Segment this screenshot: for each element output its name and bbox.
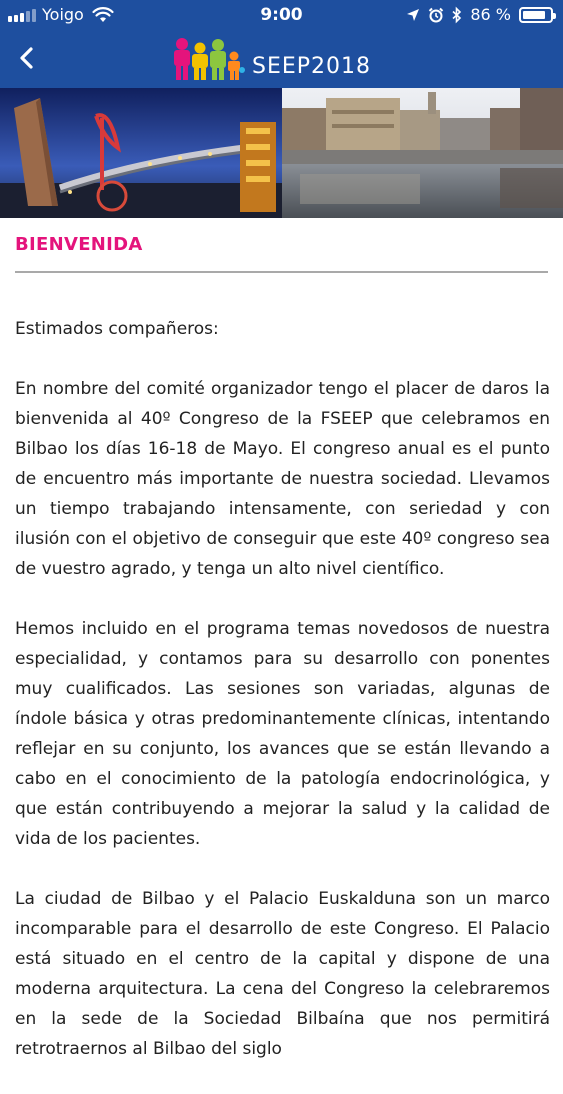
status-right [406,5,553,24]
battery-icon [519,7,553,23]
battery-percent: 86 % [470,5,511,24]
hero-banner [0,88,563,218]
status-bar [0,0,563,30]
chevron-left-icon[interactable] [12,42,42,74]
alarm-icon [428,7,444,23]
paragraph-program: Hemos incluido en el programa temas novedosos de nuestra especialidad, y contamos para su desarrollo con ponentes muy cualificados. Las sesiones son variadas, algunas de índole básica y otras predominantemente clínicas, intentando reflejar en su conjunto, los avances que se están llevando a cabo en el conocimiento de la patología endocrinológica, y que están contribuyendo a mejorar la salud y la calidad de vida de los pacientes. [15,619,550,849]
paragraph-intro: En nombre del comité organizador tengo el placer de daros la bienvenida al 40º Congreso de la FSEEP que celebramos en Bilbao los días 16-18 de Mayo. El congreso anual es el punto de encuentro más importante de nuestra sociedad. Llevamos un tiempo trabajando intensamente, con seriedad y con ilusión con el objetivo de conseguir que este 40º congreso sea de vuestro agrado, y tenga un alto nivel científico. [15,379,550,579]
page-title: BIENVENIDA [15,234,143,255]
bluetooth-icon [452,7,462,23]
nav-bar [0,30,563,88]
location-arrow-icon [406,8,420,22]
welcome-text [15,314,550,1094]
app-header [0,0,563,88]
paragraph-venue: La ciudad de Bilbao y el Palacio Euskalduna son un marco incomparable para el desarrollo de este Congreso. El Palacio está situado en el centro de la capital y dispone de una moderna arquitectura. La cena del Congreso la celebraremos en la sede de la Sociedad Bilbaína que nos permitirá retrotraernos al Bilbao del siglo [15,889,550,1059]
paragraph-greeting: Estimados compañeros: [15,319,219,339]
carrier-name: Yoigo [42,5,84,24]
bilbao-banner-image [0,88,563,218]
status-time: 9:00 [260,5,303,25]
app-brand: SEEP2018 [252,54,372,79]
title-divider [15,271,548,273]
battery-fill [523,11,545,19]
seep-logo-icon [170,36,246,82]
